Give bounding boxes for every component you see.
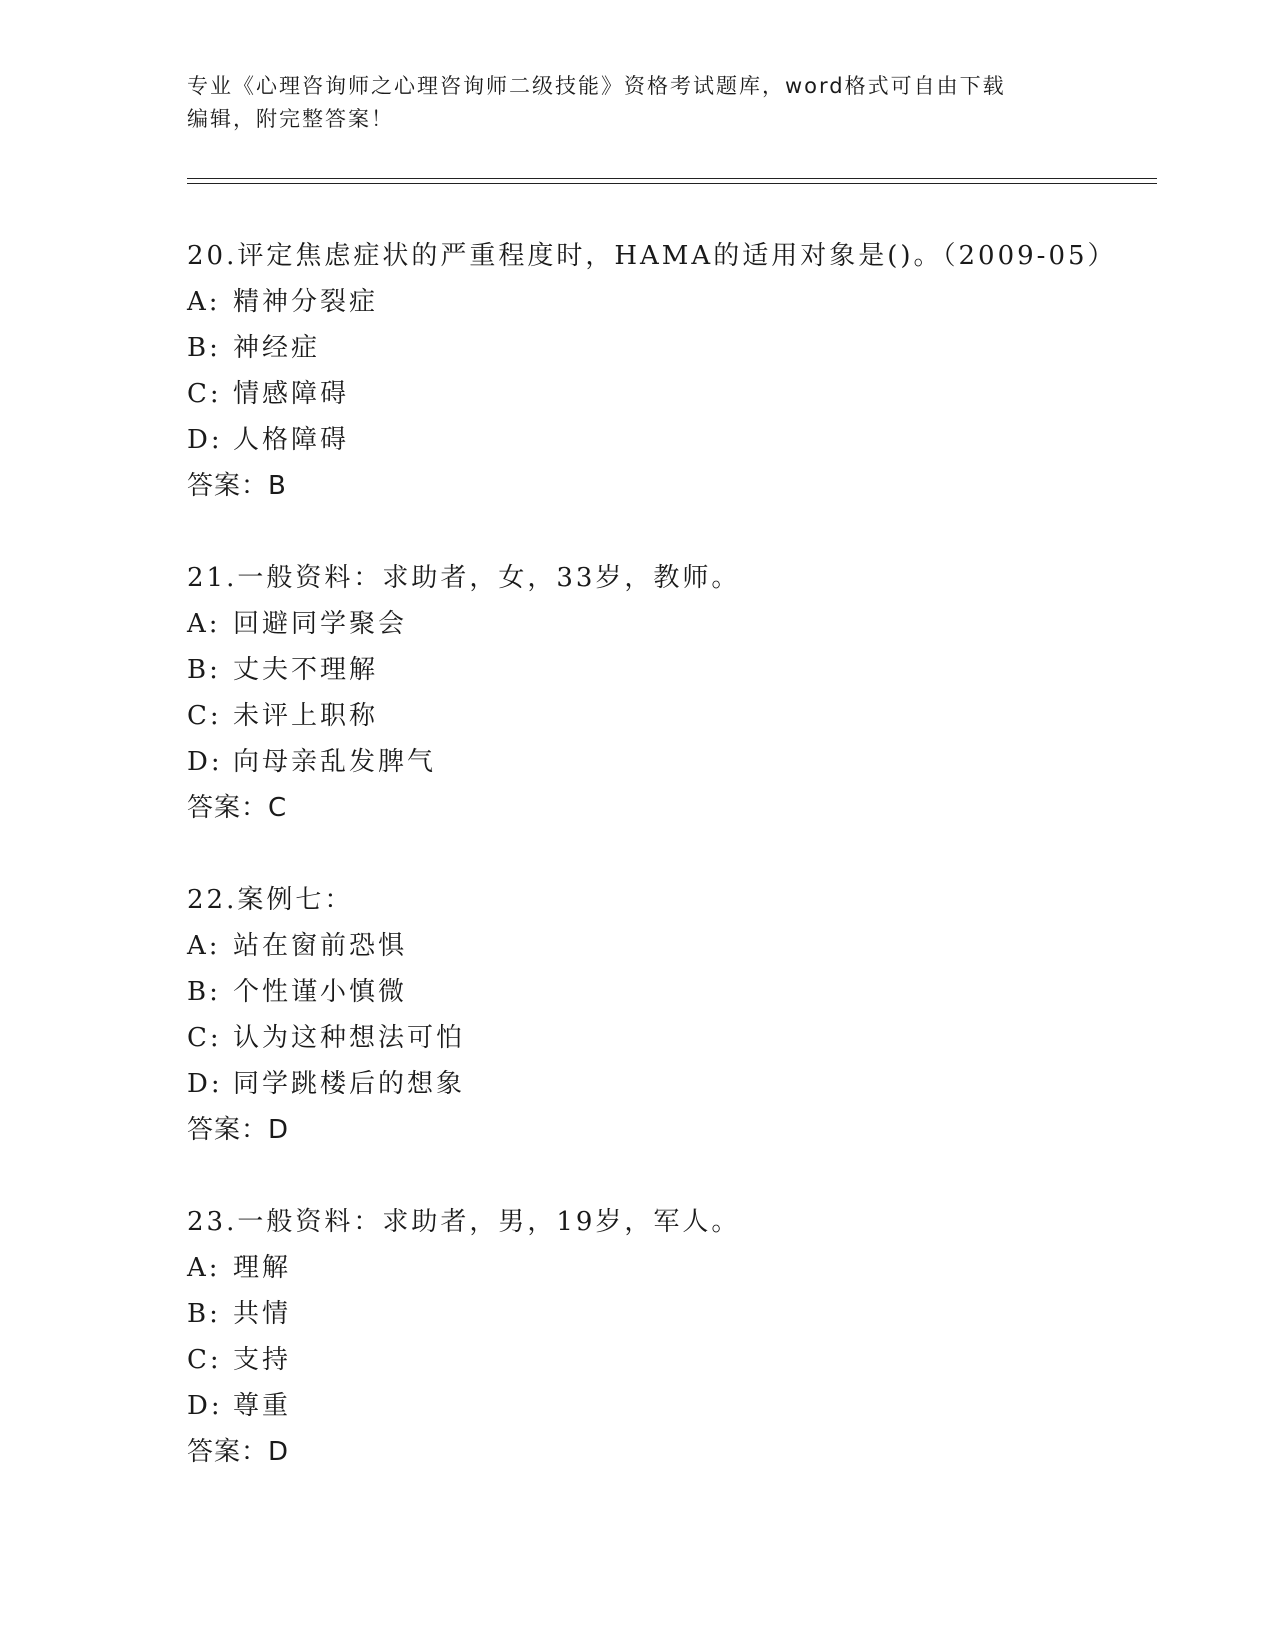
- option-letter: A:: [187, 1253, 221, 1283]
- option-text: 回避同学聚会: [233, 609, 408, 639]
- option-letter: C:: [187, 1345, 222, 1375]
- option-text: 未评上职称: [233, 701, 379, 731]
- option-letter: C:: [187, 1023, 222, 1053]
- option-text: 认为这种想法可怕: [233, 1023, 466, 1053]
- option-c: [187, 1015, 1147, 1061]
- option-text: 向母亲乱发脾气: [233, 747, 437, 777]
- option-b: [187, 969, 1147, 1015]
- header-divider-top: [187, 178, 1157, 179]
- option-letter: A:: [187, 287, 221, 317]
- option-b: [187, 1291, 1147, 1337]
- option-text: 同学跳楼后的想象: [233, 1069, 466, 1099]
- option-text: 个性谨小慎微: [233, 977, 408, 1007]
- option-text: 丈夫不理解: [233, 655, 379, 685]
- answer-line: 答案：C: [187, 793, 288, 823]
- option-a: [187, 1245, 1147, 1291]
- option-letter: B:: [187, 977, 221, 1007]
- option-letter: D:: [187, 425, 223, 455]
- option-text: 精神分裂症: [233, 287, 379, 317]
- question-23: [187, 1199, 1147, 1475]
- question-stem: 22.案例七：: [187, 885, 354, 915]
- option-text: 神经症: [233, 333, 321, 363]
- option-d: [187, 739, 1147, 785]
- option-d: [187, 417, 1147, 463]
- option-letter: B:: [187, 655, 221, 685]
- option-letter: C:: [187, 701, 222, 731]
- option-letter: D:: [187, 1391, 223, 1421]
- question-stem: 20.评定焦虑症状的严重程度时，HAMA的适用对象是()。（2009-05）: [187, 241, 1117, 271]
- option-b: [187, 647, 1147, 693]
- option-text: 人格障碍: [233, 425, 350, 455]
- header-line-2: 编辑，附完整答案！: [187, 107, 394, 131]
- option-text: 理解: [233, 1253, 292, 1283]
- option-letter: D:: [187, 1069, 223, 1099]
- question-stem: 21.一般资料：求助者，女，33岁，教师。: [187, 563, 741, 593]
- option-letter: B:: [187, 1299, 221, 1329]
- option-a: [187, 601, 1147, 647]
- option-text: 情感障碍: [233, 379, 350, 409]
- question-21: [187, 555, 1147, 831]
- document-header: [187, 70, 1087, 136]
- option-c: [187, 1337, 1147, 1383]
- option-letter: C:: [187, 379, 222, 409]
- option-letter: A:: [187, 609, 221, 639]
- option-a: [187, 279, 1147, 325]
- option-a: [187, 923, 1147, 969]
- answer-line: 答案：D: [187, 1115, 290, 1145]
- option-text: 支持: [233, 1345, 292, 1375]
- option-letter: A:: [187, 931, 221, 961]
- answer-line: 答案：D: [187, 1437, 290, 1467]
- question-stem: 23.一般资料：求助者，男，19岁，军人。: [187, 1207, 741, 1237]
- question-20: [187, 233, 1147, 509]
- option-text: 尊重: [233, 1391, 292, 1421]
- option-text: 共情: [233, 1299, 292, 1329]
- answer-line: 答案：B: [187, 471, 287, 501]
- question-22: [187, 877, 1147, 1153]
- option-letter: D:: [187, 747, 223, 777]
- option-b: [187, 325, 1147, 371]
- header-line-1: 专业《心理咨询师之心理咨询师二级技能》资格考试题库，word格式可自由下载: [187, 74, 1006, 98]
- option-c: [187, 693, 1147, 739]
- question-list: [187, 233, 1147, 1521]
- option-d: [187, 1061, 1147, 1107]
- header-divider-bottom: [187, 183, 1157, 184]
- option-c: [187, 371, 1147, 417]
- option-d: [187, 1383, 1147, 1429]
- option-letter: B:: [187, 333, 221, 363]
- option-text: 站在窗前恐惧: [233, 931, 408, 961]
